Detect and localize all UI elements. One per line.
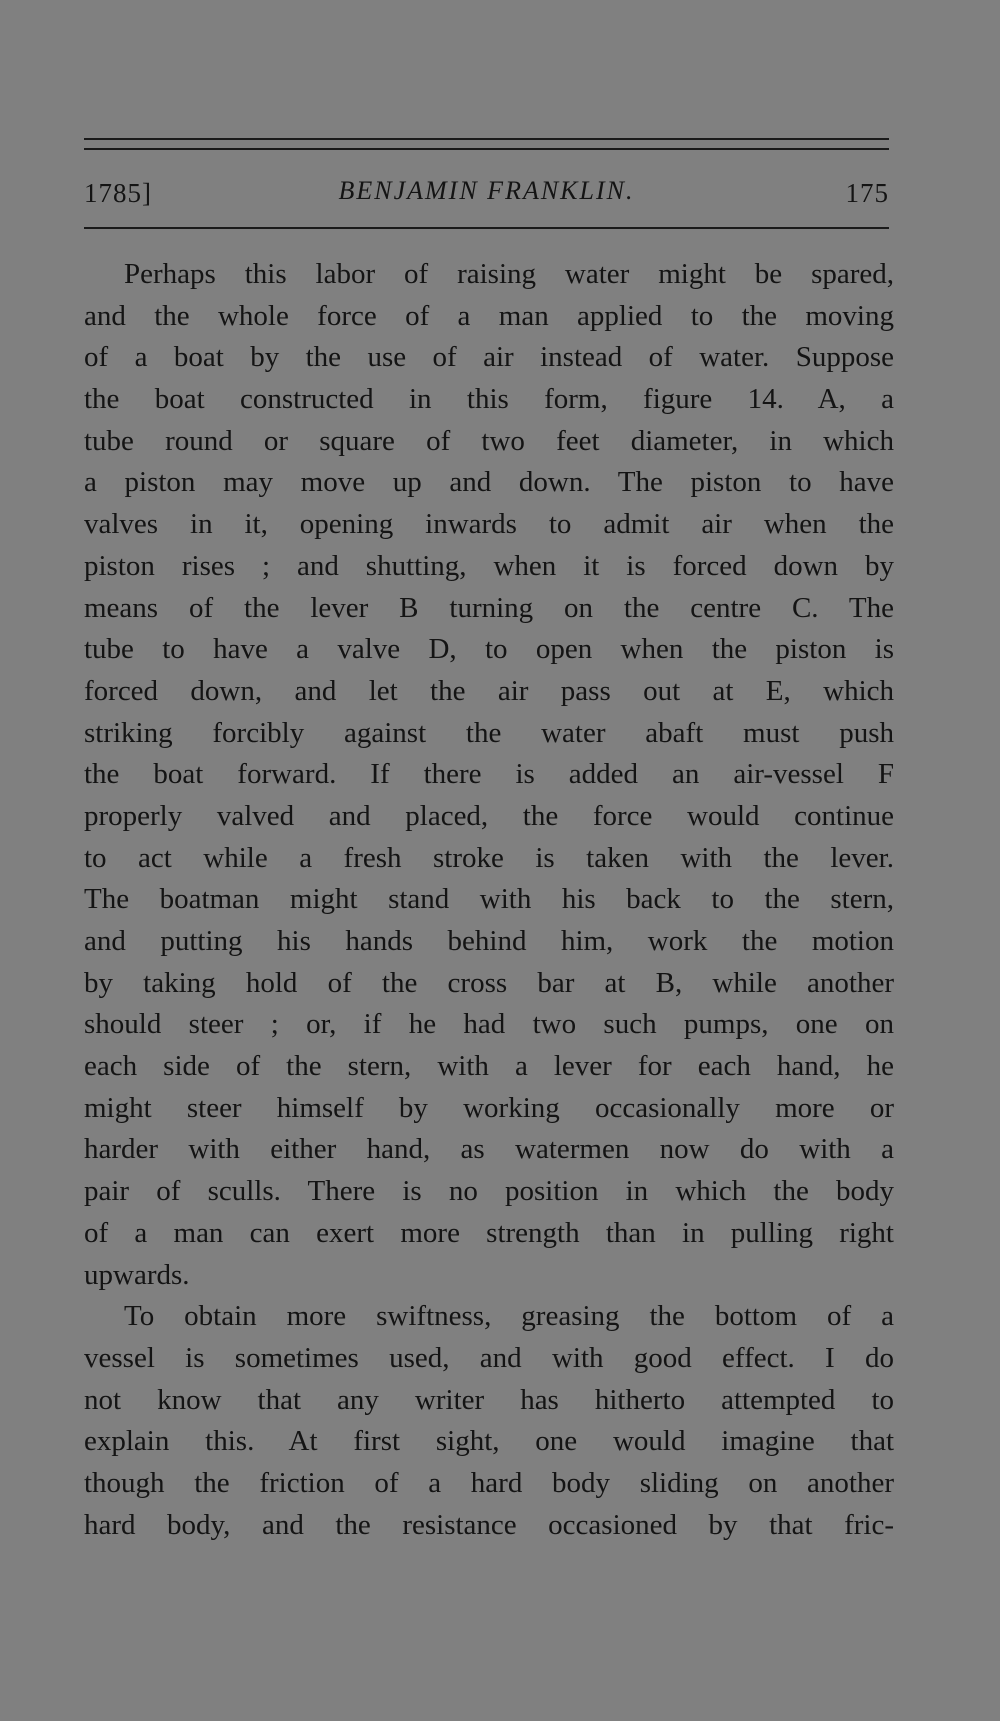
running-header (84, 170, 889, 214)
text-line: should steer ; or, if he had two such pumps, one on (84, 1008, 894, 1041)
text-line: might steer himself by working occasionally more or (84, 1091, 894, 1124)
text-line: valves in it, opening inwards to admit air when the (84, 508, 894, 541)
text-line: tube to have a valve D, to open when the piston is (84, 633, 894, 666)
text-line: each side of the stern, with a lever for each hand, he (84, 1050, 894, 1083)
text-line: piston rises ; and shutting, when it is forced down by (84, 549, 894, 582)
text-line: hard body, and the resistance occasioned by that fric- (84, 1508, 894, 1541)
text-line: The boatman might stand with his back to the stern, (84, 883, 894, 916)
text-line: Perhaps this labor of raising water might be spared, (124, 258, 894, 290)
page-number: 175 (845, 178, 889, 208)
text-line: a piston may move up and down. The piston to have (84, 466, 894, 499)
header-rule (84, 227, 889, 229)
text-line: properly valved and placed, the force would continue (84, 799, 894, 832)
text-line: To obtain more swiftness, greasing the bottom of a (124, 1300, 894, 1333)
text-line: of a man can exert more strength than in pulling right (84, 1216, 894, 1249)
text-line: and putting his hands behind him, work the motion (84, 925, 894, 957)
text-line: upwards. (84, 1258, 190, 1291)
text-line: pair of sculls. There is no position in which the body (84, 1175, 894, 1208)
text-line: means of the lever B turning on the centre C. The (84, 591, 894, 624)
text-line: tube round or square of two feet diameter, in which (84, 424, 894, 457)
text-line: striking forcibly against the water abaft must push (84, 716, 894, 749)
text-line: and the whole force of a man applied to the moving (84, 299, 894, 332)
text-line: of a boat by the use of air instead of water. Suppose (84, 341, 894, 374)
text-line: by taking hold of the cross bar at B, while another (84, 966, 894, 999)
top-rule-inner (84, 148, 889, 150)
text-line: harder with either hand, as watermen now do with a (84, 1133, 894, 1166)
body-text (84, 254, 894, 1546)
text-line: the boat constructed in this form, figure 14. A, a (84, 383, 894, 416)
text-line: explain this. At first sight, one would imagine that (84, 1425, 894, 1458)
top-rule (84, 138, 889, 140)
text-line: forced down, and let the air pass out at E, which (84, 674, 894, 707)
text-line: to act while a fresh stroke is taken with the lever. (84, 841, 894, 874)
text-line: though the friction of a hard body sliding on another (84, 1466, 894, 1499)
text-line: not know that any writer has hitherto attempted to (84, 1383, 894, 1416)
header-title: BENJAMIN FRANKLIN. (338, 176, 635, 205)
header-year: 1785] (84, 178, 152, 208)
text-line: vessel is sometimes used, and with good effect. I do (84, 1341, 894, 1374)
text-line: the boat forward. If there is added an air-vessel F (84, 758, 894, 791)
